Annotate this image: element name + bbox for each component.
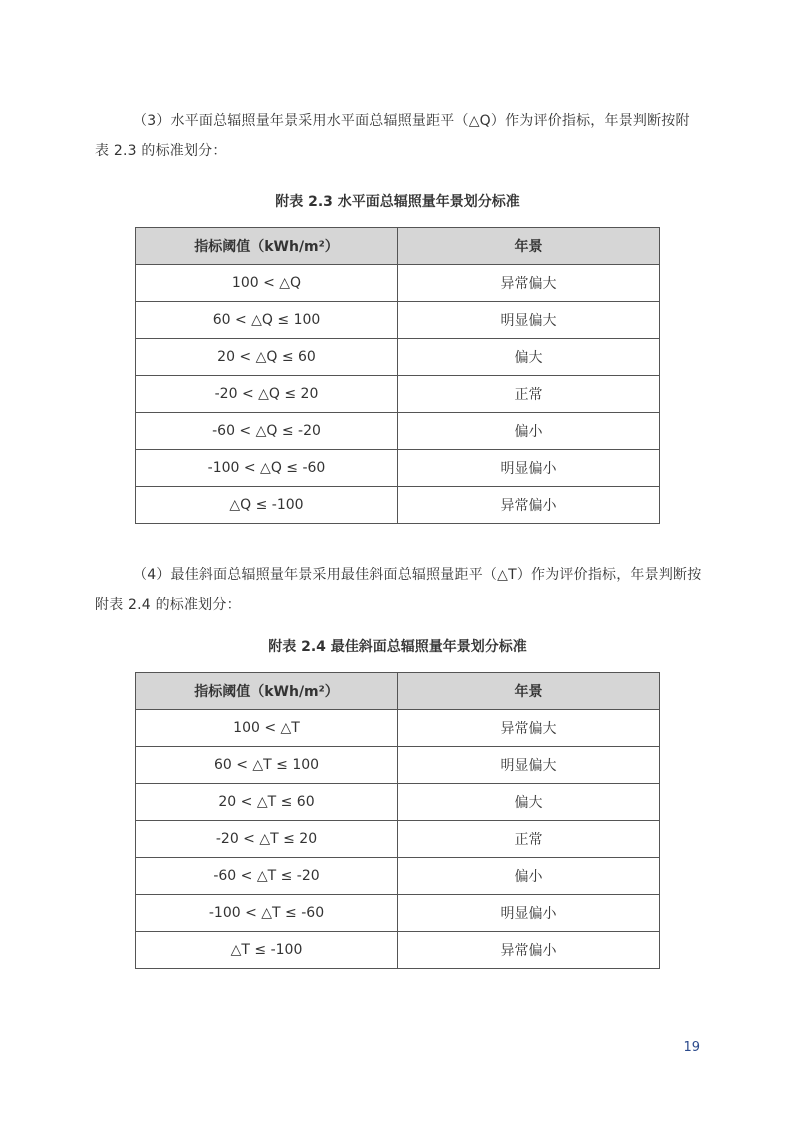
paragraph-section-4: （4）最佳斜面总辐照量年景采用最佳斜面总辐照量距平（△T）作为评价指标，年景判断按附表 2.4 的标准划分： bbox=[95, 567, 702, 613]
table-row bbox=[136, 710, 660, 747]
threshold-cell: △Q ≤ -100 bbox=[136, 487, 398, 524]
table-row bbox=[136, 784, 660, 821]
threshold-cell: 20 < △Q ≤ 60 bbox=[136, 339, 398, 376]
table-row bbox=[136, 376, 660, 413]
category-cell: 明显偏小 bbox=[398, 895, 660, 932]
category-cell: 明显偏大 bbox=[398, 747, 660, 784]
table-caption-2-4: 附表 2.4 最佳斜面总辐照量年景划分标准 bbox=[268, 639, 527, 655]
category-cell: 偏大 bbox=[398, 784, 660, 821]
category-cell: 偏大 bbox=[398, 339, 660, 376]
header-threshold: 指标阈值（kWh/m²） bbox=[136, 228, 398, 265]
category-cell: 明显偏大 bbox=[398, 302, 660, 339]
table-row bbox=[136, 858, 660, 895]
table-row bbox=[136, 265, 660, 302]
threshold-cell: 20 < △T ≤ 60 bbox=[136, 784, 398, 821]
category-cell: 明显偏小 bbox=[398, 450, 660, 487]
category-cell: 偏小 bbox=[398, 413, 660, 450]
threshold-cell: -100 < △T ≤ -60 bbox=[136, 895, 398, 932]
threshold-cell: 100 < △T bbox=[136, 710, 398, 747]
threshold-cell: 100 < △Q bbox=[136, 265, 398, 302]
threshold-cell: -60 < △T ≤ -20 bbox=[136, 858, 398, 895]
paragraph-section-3: （3）水平面总辐照量年景采用水平面总辐照量距平（△Q）作为评价指标，年景判断按附表 2.3 的标准划分： bbox=[95, 113, 690, 159]
header-threshold: 指标阈值（kWh/m²） bbox=[136, 673, 398, 710]
category-cell: 正常 bbox=[398, 821, 660, 858]
category-cell: 异常偏小 bbox=[398, 932, 660, 969]
table-caption-2-3: 附表 2.3 水平面总辐照量年景划分标准 bbox=[275, 194, 520, 210]
category-cell: 异常偏大 bbox=[398, 265, 660, 302]
threshold-cell: 60 < △T ≤ 100 bbox=[136, 747, 398, 784]
header-year-condition: 年景 bbox=[398, 673, 660, 710]
table-2-3 bbox=[135, 227, 660, 524]
table-row bbox=[136, 339, 660, 376]
table-row bbox=[136, 487, 660, 524]
page-number: 19 bbox=[683, 1040, 700, 1055]
threshold-cell: -20 < △Q ≤ 20 bbox=[136, 376, 398, 413]
category-cell: 偏小 bbox=[398, 858, 660, 895]
table-row bbox=[136, 450, 660, 487]
table-row bbox=[136, 747, 660, 784]
threshold-cell: -100 < △Q ≤ -60 bbox=[136, 450, 398, 487]
category-cell: 异常偏小 bbox=[398, 487, 660, 524]
threshold-cell: △T ≤ -100 bbox=[136, 932, 398, 969]
table-row bbox=[136, 413, 660, 450]
table-row bbox=[136, 821, 660, 858]
table-row bbox=[136, 302, 660, 339]
table-header-row bbox=[136, 228, 660, 265]
header-year-condition: 年景 bbox=[398, 228, 660, 265]
table-row bbox=[136, 895, 660, 932]
table-2-4 bbox=[135, 672, 660, 969]
table-header-row bbox=[136, 673, 660, 710]
threshold-cell: -20 < △T ≤ 20 bbox=[136, 821, 398, 858]
table-row bbox=[136, 932, 660, 969]
threshold-cell: -60 < △Q ≤ -20 bbox=[136, 413, 398, 450]
threshold-cell: 60 < △Q ≤ 100 bbox=[136, 302, 398, 339]
category-cell: 异常偏大 bbox=[398, 710, 660, 747]
category-cell: 正常 bbox=[398, 376, 660, 413]
